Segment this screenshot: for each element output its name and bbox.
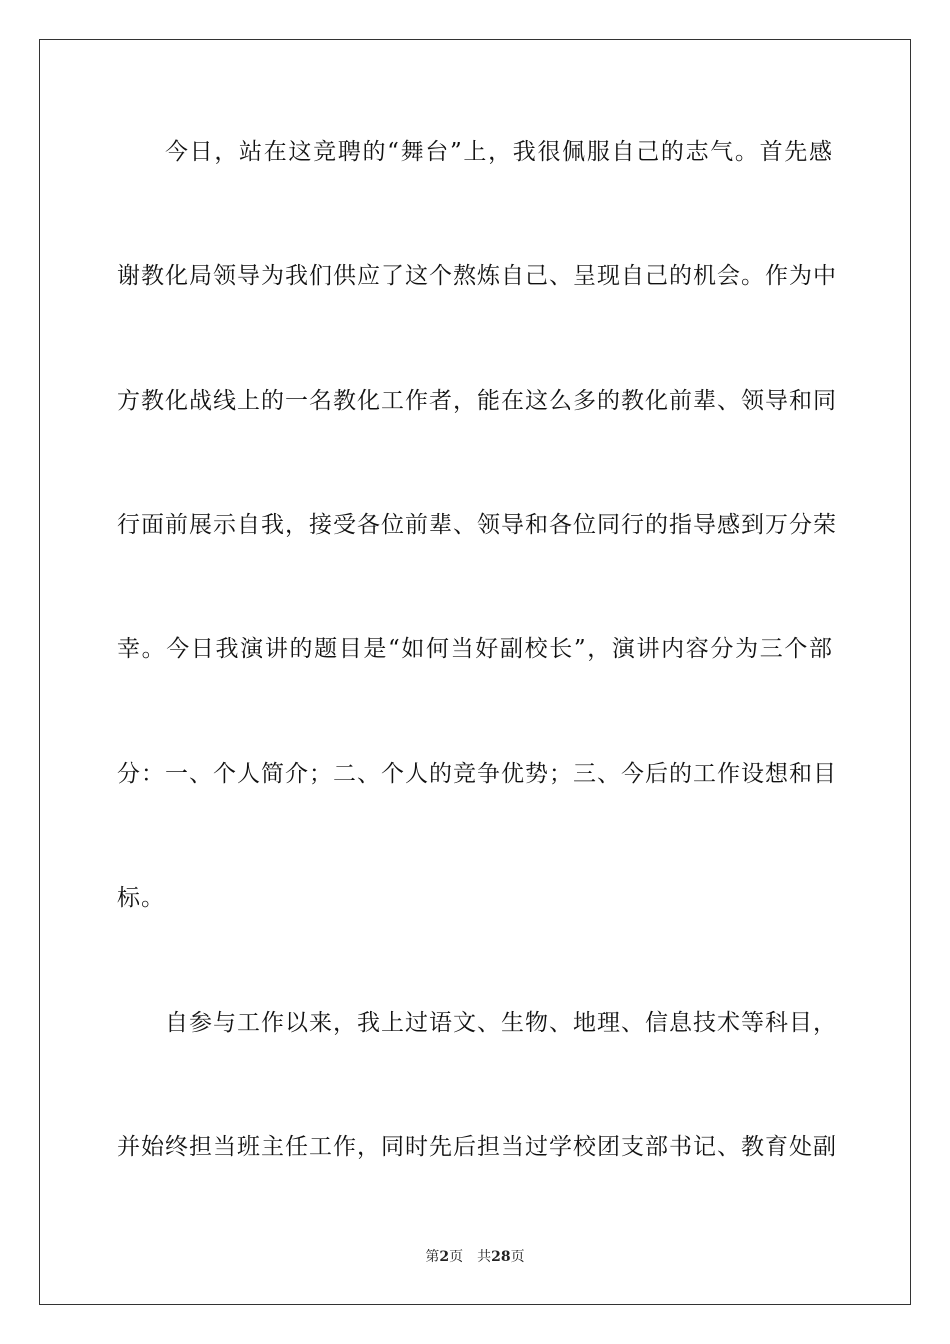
- body-text-line: 自参与工作以来，我上过语文、生物、地理、信息技术等科目，: [165, 1010, 837, 1036]
- page-border: [39, 39, 911, 1305]
- body-text-line: 并始终担当班主任工作，同时先后担当过学校团支部书记、教育处副: [117, 1134, 837, 1160]
- body-text-line: 行面前展示自我，接受各位前辈、领导和各位同行的指导感到万分荣: [117, 512, 837, 538]
- body-text-line: 谢教化局领导为我们供应了这个熬炼自己、呈现自己的机会。作为中: [117, 263, 837, 289]
- page-suffix: 页: [449, 1249, 464, 1265]
- body-text-line: 标。: [117, 885, 165, 911]
- page-number: 2: [439, 1249, 450, 1265]
- total-prefix: 共: [477, 1249, 492, 1265]
- page-prefix: 第: [425, 1249, 440, 1265]
- body-text-line: 今日，站在这竞聘的“舞台”上，我很佩服自己的志气。首先感: [165, 139, 833, 165]
- body-text-line: 方教化战线上的一名教化工作者，能在这么多的教化前辈、领导和同: [117, 388, 837, 414]
- total-suffix: 页: [510, 1249, 525, 1265]
- total-pages: 28: [491, 1249, 511, 1265]
- body-text-line: 幸。今日我演讲的题目是“如何当好副校长”，演讲内容分为三个部: [117, 636, 833, 662]
- body-text-line: 分：一、个人简介；二、个人的竞争优势；三、今后的工作设想和目: [117, 761, 837, 787]
- page-footer: [0, 1248, 950, 1266]
